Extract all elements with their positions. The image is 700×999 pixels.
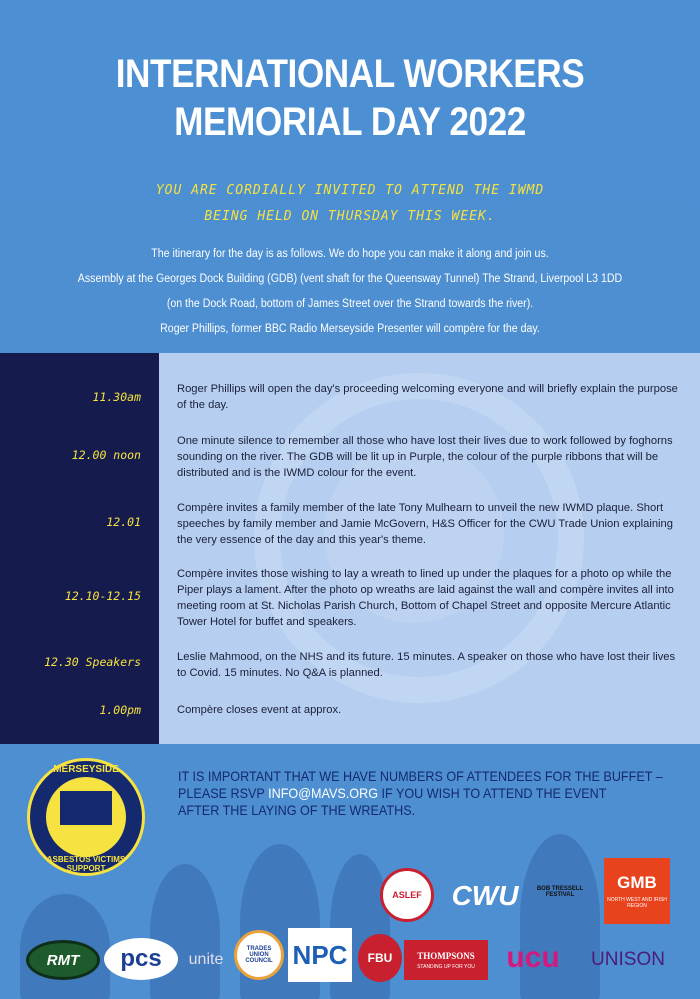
title-line-1: INTERNATIONAL WORKERS: [115, 52, 585, 96]
schedule-time: 11.30am: [92, 390, 141, 404]
npc-logo-text: NPC: [292, 939, 348, 970]
mavs-logo-bottom-text: ASBESTOS VICTIMS SUPPORT: [46, 855, 126, 873]
unison-logo: [580, 940, 676, 980]
festival-logo: [532, 860, 588, 924]
intro-text: [0, 242, 700, 342]
schedule-description: Compère invites a family member of the late Tony Mulhearn to unveil the new IWMD plaque. Short speeches by family member and Jamie McGovern, H&S Officer for the CWU Trade Union explaining the very essence of the day and this year's theme.: [177, 502, 673, 546]
pcs-logo-text: pcs: [120, 945, 162, 972]
times-column: [0, 353, 159, 744]
aslef-logo-text: ASLEF: [392, 890, 422, 900]
rsvp-line-3: AFTER THE LAYING OF THE WREATHS.: [178, 802, 416, 818]
rsvp-text: IF YOU WISH TO ATTEND THE EVENT: [377, 785, 607, 801]
gmb-logo: [604, 858, 670, 924]
fbu-logo-text: FBU: [367, 951, 393, 965]
invite-line-1: YOU ARE CORDIALLY INVITED TO ATTEND THE IWMD: [155, 183, 545, 198]
trades-council-logo-text: TRADES UNION COUNCIL: [245, 946, 273, 964]
intro-line: Assembly at the Georges Dock Building (GDB) (vent shaft for the Queensway Tunnel) The Strand, Liverpool L3 1DD: [77, 273, 623, 285]
schedule-time: 1.00pm: [99, 703, 141, 717]
trades-council-logo: [234, 930, 284, 980]
mavs-logo-top-text: MERSEYSIDE: [53, 764, 119, 775]
schedule-description: One minute silence to remember all those who have lost their lives due to work followed by foghorns sounding on the river. The GDB will be lit up in Purple, the colour of the purple ribbons that will be distributed and is the IWMD colour for the event.: [177, 435, 673, 479]
schedule-time: 12.00 noon: [71, 448, 141, 462]
schedule-description: Roger Phillips will open the day's proceeding welcoming everyone and will briefly explain the purpose of the day.: [177, 383, 678, 411]
rsvp-email-link[interactable]: INFO@MAVS.ORG: [268, 785, 378, 801]
aslef-logo: [380, 868, 434, 922]
intro-line: The itinerary for the day is as follows. We do hope you can make it along and join us.: [151, 248, 549, 260]
ucu-logo: [490, 936, 576, 980]
pcs-logo: [104, 938, 178, 980]
rsvp-line-2: [178, 785, 628, 802]
festival-logo-text: BOB TRESSELL FESTIVAL: [536, 886, 584, 898]
unison-logo-text: UNISON: [591, 949, 665, 970]
ucu-logo-text: ucu: [506, 941, 560, 974]
npc-logo: [288, 928, 352, 982]
mavs-logo: [27, 758, 145, 876]
gmb-logo-subtext: NORTH WEST AND IRISH REGION: [607, 897, 667, 909]
schedule-description: Compère invites those wishing to lay a wreath to lined up under the plaques for a photo op while the Piper plays a lament. After the photo op wreaths are laid against the wall and compère invites all into meeting room at St. Nicholas Parish Church, Bottom of Chapel Street and opposite Mercure Atlantic Tower Hotel for buffet and speakers.: [177, 568, 674, 628]
thompsons-logo: [404, 940, 488, 980]
cwu-logo: [440, 876, 530, 916]
schedule-time: 12.30 Speakers: [44, 655, 141, 669]
unite-logo-text: unite: [188, 951, 224, 968]
footer: [0, 744, 700, 999]
unite-logo: [178, 940, 234, 980]
rmt-logo: [26, 940, 100, 980]
schedule-table: [0, 353, 700, 744]
thompsons-logo-subtext: STANDING UP FOR YOU: [417, 963, 475, 970]
fbu-logo: [358, 934, 402, 982]
title-line-2: MEMORIAL DAY 2022: [174, 100, 526, 144]
rsvp-text: PLEASE RSVP: [178, 785, 269, 801]
rmt-logo-text: RMT: [46, 951, 80, 969]
header: [0, 0, 700, 353]
intro-line: Roger Phillips, former BBC Radio Merseyside Presenter will compère for the day.: [160, 323, 540, 335]
schedule-time: 12.10-12.15: [64, 589, 141, 603]
schedule-description: Leslie Mahmood, on the NHS and its future. 15 minutes. A speaker on those who have lost their lives to Covid. 15 minutes. No Q&A is planned.: [177, 651, 676, 679]
building-icon: [60, 791, 112, 825]
gmb-logo-text: GMB: [617, 873, 657, 892]
schedule-description: Compère closes event at approx.: [177, 704, 342, 716]
rsvp-notice: [178, 768, 678, 819]
cwu-logo-text: CWU: [451, 880, 519, 911]
invite-line-2: BEING HELD ON THURSDAY THIS WEEK.: [204, 209, 496, 224]
thompsons-logo-text: THOMPSONS: [417, 950, 475, 961]
intro-line: (on the Dock Road, bottom of James Street over the Strand towards the river).: [166, 298, 534, 310]
page-title: [42, 50, 658, 146]
rsvp-line-1: IT IS IMPORTANT THAT WE HAVE NUMBERS OF ATTENDEES FOR THE BUFFET –: [178, 768, 663, 784]
invitation-text: [0, 178, 700, 230]
schedule-time: 12.01: [106, 515, 141, 529]
